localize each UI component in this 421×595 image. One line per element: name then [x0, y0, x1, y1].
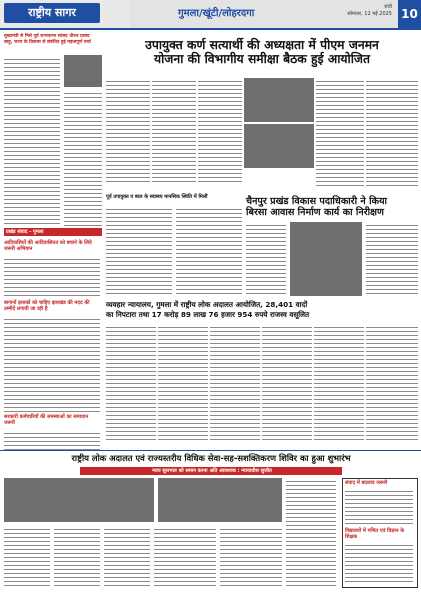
court-col-4: [262, 324, 312, 442]
lead-headline-line1: उपायुक्त कर्ण सत्यार्थी की अध्यक्षता में पीएम जनमन: [145, 38, 379, 52]
right-headline: [246, 196, 418, 218]
sidebar-story1-headline: संवाद में बदलाव जरूरी: [345, 480, 388, 486]
bottom-col-4: [154, 526, 216, 586]
bottom-subheadline: न्याय सुलभता को समान करना अति आवश्यक : न्यायाधीश सुजीत: [80, 467, 342, 475]
bottom-photo-2: [158, 478, 282, 522]
mid-story-a-col2: [176, 206, 242, 296]
section-rule: [0, 450, 421, 451]
sidebar-story2-headline: विद्यालयों में गणित एवं विज्ञान के शिक्षक: [345, 528, 405, 540]
left-story3-headline: बागानों इलाकों को चाहिए झारखंड की मदद की उम्मीदें लगायी जा रही है: [4, 300, 90, 312]
court-col-2: [158, 324, 208, 442]
sidebar-story2-text: [345, 542, 413, 584]
left-text-column: [4, 56, 60, 226]
court-headline-line1: व्यवहार न्यायालय, गुमला में राष्ट्रीय लोक अदालत आयोजित, 28,401 वादों: [106, 300, 308, 309]
left-text-column-2: [64, 90, 102, 226]
bottom-col-1: [4, 526, 50, 586]
court-headline: [106, 300, 418, 320]
lead-headline-line2: योजना की विभागीय समीक्षा बैठक हुई आयोजित: [153, 52, 371, 67]
city: रांची: [384, 4, 392, 10]
court-col-6: [366, 324, 418, 442]
mid-story-a-headline: पूर्व उपायुक्त व बाल के स्वास्थ्य मानसिक स्थिति में मिलीं: [106, 194, 208, 200]
brand-logo: राष्ट्रीय सागर: [4, 3, 100, 23]
mid-col-5: [366, 78, 418, 188]
left-story4-headline: सरकारी कर्मचारियों की समस्याओं का समाधान जरूरी: [4, 414, 89, 426]
bottom-col-2: [54, 526, 100, 586]
court-col-5: [314, 324, 364, 442]
left-story4-text: [4, 430, 100, 450]
left-story2-text: [4, 256, 100, 296]
mid-col-4: [316, 78, 364, 188]
right-col-2: [366, 222, 418, 296]
bottom-col-6: [286, 478, 336, 586]
left-top-headline: मुख्यमंत्री से मिले पूर्व राज्यसभा सांसद धीरज प्रसाद साहू, राज्य के विकास से संबंधित हुई महत्वपूर्ण चर्चा: [4, 34, 91, 45]
mid-story-a-col1: [106, 206, 172, 296]
right-headline-line1: चैनपुर प्रखंड विकास पदाधिकारी ने किया: [246, 196, 387, 207]
lead-headline: [106, 38, 418, 66]
left-story2-headline: आदिवासियों की आदिवासियत को बचाने के लिये जरूरी अभियान: [4, 240, 92, 252]
court-headline-line2: का निपटारा तथा 17 करोड़ 89 लाख 76 हजार 954 रुपये राजस्व वसूलित: [106, 310, 310, 319]
court-col-3: [210, 324, 260, 442]
lead-photo-1: [244, 78, 314, 122]
mid-col-2: [152, 78, 196, 182]
page-number: 10: [398, 0, 421, 28]
bottom-photo-1: [4, 478, 154, 522]
right-col-1: [246, 222, 286, 296]
mid-col-3: [198, 78, 242, 182]
left-story3-text: [4, 316, 100, 412]
court-col-1: [106, 324, 156, 442]
district-title: गुमला/खूंटी/लोहरदगा: [178, 8, 255, 19]
lead-photo-2: [244, 124, 314, 168]
right-headline-line2: बिरसा आवास निर्माण कार्य का निरीक्षण: [246, 207, 384, 219]
bottom-col-3: [104, 526, 150, 586]
masthead-rule: [0, 28, 421, 30]
left-photo: [64, 55, 102, 87]
date: सोमवार, 12 मई 2025: [347, 11, 392, 17]
sidebar-story1-text: [345, 488, 413, 524]
bottom-col-5: [220, 526, 282, 586]
right-photo: [290, 222, 362, 296]
left-banner: प्रखंड संवाद - गुमला: [4, 228, 102, 236]
bottom-headline: राष्ट्रीय लोक अदालत एवं राज्यस्तरीय विधिक सेवा-सह-सशक्तिकरण शिविर का हुआ शुभारंभ: [71, 453, 351, 463]
mid-col-1: [106, 78, 150, 182]
dateline: [320, 4, 392, 18]
masthead: [0, 0, 421, 28]
